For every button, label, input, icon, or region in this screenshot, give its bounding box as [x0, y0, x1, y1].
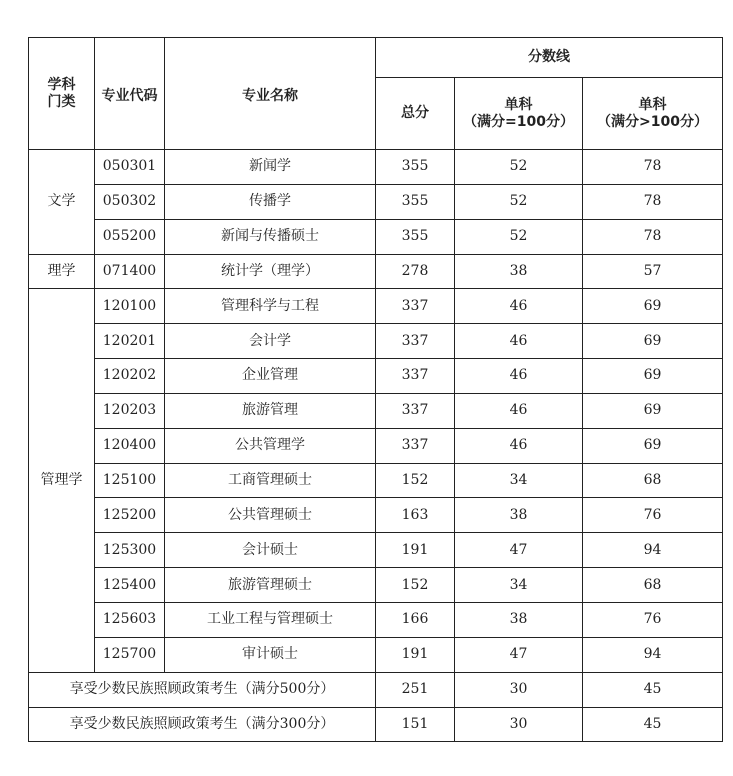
header-score-line: 分数线	[376, 38, 723, 78]
total-cell: 166	[376, 602, 455, 637]
special-row	[29, 672, 723, 707]
header-category-line1: 学科	[47, 76, 76, 93]
code-cell: 125300	[95, 533, 165, 568]
header-single-100	[455, 78, 583, 150]
header-row-1	[29, 38, 723, 78]
name-cell: 新闻学	[165, 150, 376, 185]
single-100-cell: 46	[455, 289, 583, 324]
special-label-cell: 享受少数民族照顾政策考生（满分500分）	[29, 672, 376, 707]
header-code: 专业代码	[95, 38, 165, 150]
single-gt100-cell: 68	[583, 568, 723, 603]
total-cell: 337	[376, 428, 455, 463]
code-cell: 071400	[95, 254, 165, 289]
total-cell: 337	[376, 359, 455, 394]
table-row	[29, 324, 723, 359]
single-100-cell: 46	[455, 359, 583, 394]
total-cell: 337	[376, 324, 455, 359]
total-cell: 163	[376, 498, 455, 533]
name-cell: 企业管理	[165, 359, 376, 394]
header-total: 总分	[376, 78, 455, 150]
single-gt100-cell: 69	[583, 324, 723, 359]
single-gt100-cell: 78	[583, 219, 723, 254]
name-cell: 管理科学与工程	[165, 289, 376, 324]
total-cell: 152	[376, 568, 455, 603]
name-cell: 公共管理硕士	[165, 498, 376, 533]
name-cell: 旅游管理硕士	[165, 568, 376, 603]
code-cell: 050302	[95, 184, 165, 219]
single-gt100-cell: 57	[583, 254, 723, 289]
single-gt100-cell: 45	[583, 672, 723, 707]
score-table	[28, 37, 723, 742]
single-100-cell: 34	[455, 568, 583, 603]
code-cell: 055200	[95, 219, 165, 254]
header-single-gt100	[583, 78, 723, 150]
code-cell: 120100	[95, 289, 165, 324]
name-cell: 工商管理硕士	[165, 463, 376, 498]
single-gt100-cell: 94	[583, 637, 723, 672]
table-row	[29, 150, 723, 185]
single-gt100-cell: 45	[583, 707, 723, 742]
single-100-cell: 38	[455, 498, 583, 533]
total-cell: 251	[376, 672, 455, 707]
total-cell: 355	[376, 150, 455, 185]
total-cell: 355	[376, 219, 455, 254]
category-cell: 文学	[29, 150, 95, 255]
single-gt100-cell: 76	[583, 498, 723, 533]
name-cell: 审计硕士	[165, 637, 376, 672]
single-gt100-cell: 78	[583, 150, 723, 185]
name-cell: 工业工程与管理硕士	[165, 602, 376, 637]
single-100-cell: 47	[455, 637, 583, 672]
single-100-cell: 38	[455, 254, 583, 289]
header-single-100-line2: （满分=100分）	[463, 113, 574, 130]
single-gt100-cell: 69	[583, 393, 723, 428]
header-name: 专业名称	[165, 38, 376, 150]
category-cell: 理学	[29, 254, 95, 289]
category-cell: 管理学	[29, 289, 95, 672]
table-row	[29, 254, 723, 289]
single-gt100-cell: 94	[583, 533, 723, 568]
code-cell: 125100	[95, 463, 165, 498]
table-row	[29, 568, 723, 603]
single-gt100-cell: 69	[583, 289, 723, 324]
name-cell: 新闻与传播硕士	[165, 219, 376, 254]
header-category	[29, 38, 95, 150]
code-cell: 125700	[95, 637, 165, 672]
single-100-cell: 46	[455, 393, 583, 428]
total-cell: 337	[376, 393, 455, 428]
code-cell: 120203	[95, 393, 165, 428]
total-cell: 152	[376, 463, 455, 498]
header-single-100-line1: 单科	[504, 96, 533, 113]
table-row	[29, 602, 723, 637]
single-gt100-cell: 76	[583, 602, 723, 637]
single-100-cell: 38	[455, 602, 583, 637]
name-cell: 会计硕士	[165, 533, 376, 568]
single-gt100-cell: 69	[583, 359, 723, 394]
name-cell: 传播学	[165, 184, 376, 219]
single-100-cell: 46	[455, 428, 583, 463]
total-cell: 151	[376, 707, 455, 742]
name-cell: 会计学	[165, 324, 376, 359]
single-100-cell: 47	[455, 533, 583, 568]
table-row	[29, 533, 723, 568]
code-cell: 125400	[95, 568, 165, 603]
name-cell: 统计学（理学）	[165, 254, 376, 289]
name-cell: 公共管理学	[165, 428, 376, 463]
total-cell: 355	[376, 184, 455, 219]
single-100-cell: 34	[455, 463, 583, 498]
single-100-cell: 30	[455, 672, 583, 707]
table-row	[29, 289, 723, 324]
table-row	[29, 637, 723, 672]
table-row	[29, 184, 723, 219]
table-row	[29, 219, 723, 254]
single-100-cell: 52	[455, 219, 583, 254]
single-100-cell: 52	[455, 184, 583, 219]
special-row	[29, 707, 723, 742]
table-row	[29, 428, 723, 463]
code-cell: 050301	[95, 150, 165, 185]
single-gt100-cell: 69	[583, 428, 723, 463]
code-cell: 120400	[95, 428, 165, 463]
code-cell: 125603	[95, 602, 165, 637]
single-gt100-cell: 78	[583, 184, 723, 219]
header-single-gt100-line1: 单科	[638, 96, 667, 113]
single-100-cell: 30	[455, 707, 583, 742]
total-cell: 337	[376, 289, 455, 324]
code-cell: 120202	[95, 359, 165, 394]
total-cell: 191	[376, 637, 455, 672]
total-cell: 278	[376, 254, 455, 289]
code-cell: 125200	[95, 498, 165, 533]
single-gt100-cell: 68	[583, 463, 723, 498]
table-row	[29, 393, 723, 428]
code-cell: 120201	[95, 324, 165, 359]
single-100-cell: 52	[455, 150, 583, 185]
header-category-line2: 门类	[47, 93, 76, 110]
name-cell: 旅游管理	[165, 393, 376, 428]
total-cell: 191	[376, 533, 455, 568]
table-row	[29, 498, 723, 533]
special-label-cell: 享受少数民族照顾政策考生（满分300分）	[29, 707, 376, 742]
table-row	[29, 359, 723, 394]
single-100-cell: 46	[455, 324, 583, 359]
header-single-gt100-line2: （满分>100分）	[597, 113, 708, 130]
table-row	[29, 463, 723, 498]
